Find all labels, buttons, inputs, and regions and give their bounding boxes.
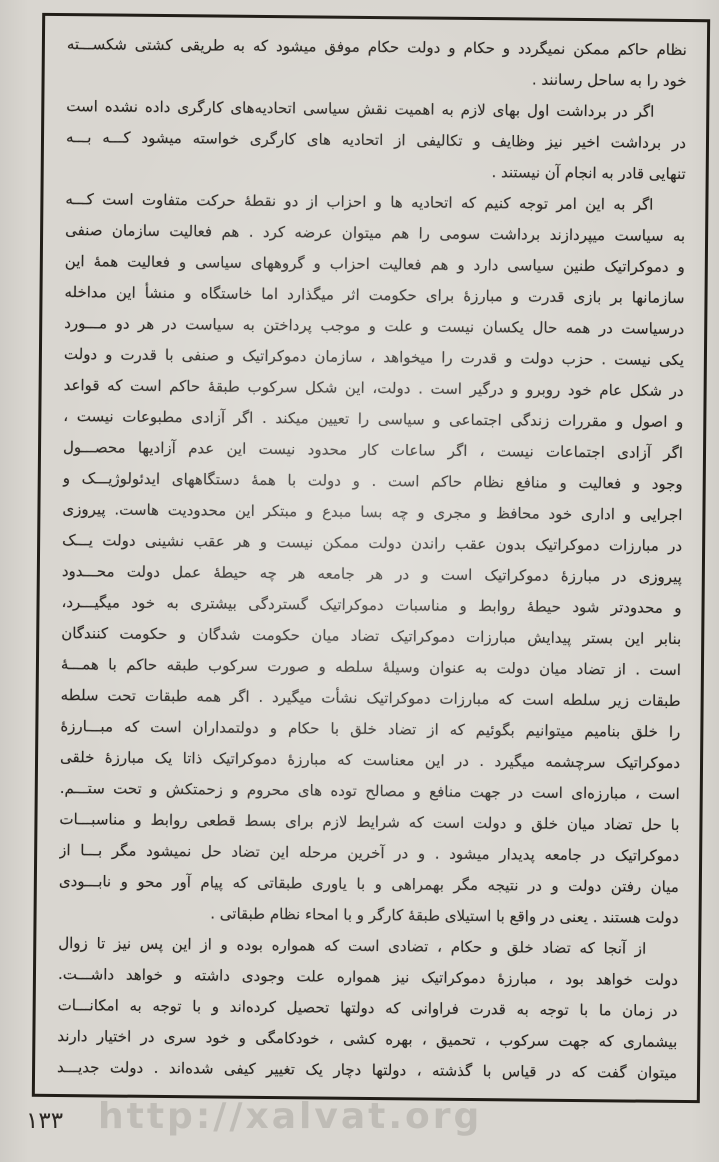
text-line: دولت خواهد بود ، مبارزهٔ دموکراتیک نیز همواره علت وجودی داشته و خواهد داشـــت. (57, 965, 679, 989)
text-line: خود را به ساحل رسانند . (531, 70, 687, 91)
text-line: اگر به این امر توجه کنیم که اتحادیه ها و احزاب از دو نقطهٔ حرکت متفاوت است کـــه (65, 190, 654, 214)
text-line: در برداشت اخیر نیز وظایف و تکالیفی از اتحادیه های کارگری خواسته میشود کـــه بـــه (65, 128, 687, 153)
text-line: بیشماری که جهت سرکوب ، تحمیق ، بهره کشی ، خودکامگی و خود سری در اختیار دارند (57, 1027, 678, 1051)
text-line: و اصول و مقررات زندگی اجتماعی و سیاسی را تعیین میکند . اگر آزادی مطبوعات نیست ، (63, 407, 684, 431)
text-line: را خلق بنامیم میتوانیم بگوئیم که از تضاد خلق با حکام و دولتمداران است که مبـــارزهٔ (60, 717, 681, 741)
text-line: دموکراتیک در جامعه پدیدار میشود . و در آخرین مرحله این تضاد حل نمیشود مگر بـــا از (59, 841, 680, 865)
text-line: یکی نیست . حزب دولت و قدرت را میخواهد ، سازمان دموکراتیک و صنفی با قدرت و دولت (63, 345, 685, 369)
text-line: از آنجا که تضاد خلق و حکام ، تضادی است که همواره بوده و از این پس نیز تا زوال (58, 934, 647, 958)
text-line: در مبارزات دموکراتیک بدون عقب راندن دولت ممکن نیست و هر عقب نشینی دولت یـــک (62, 531, 683, 555)
text-line: به سیاست میپردازند برداشت سومی را هم میتوان عرضه کرد . هم فعالیت سازمان صنفی (65, 221, 686, 245)
text-line: طبقات زیر سلطه است که مبارزات دموکراتیک نشأت میگیرد . اگر همه طبقات تحت سلطه (60, 686, 681, 710)
text-line: اگر در برداشت اول بهای لازم به اهمیت نقش سیاسی اتحادیه‌های کارگری داده نشده است (66, 97, 655, 121)
text-line: میتوان گفت که در قیاس با گذشته ، دولتها دچار یک تغییر کیفی شده‌اند . دولت جدیـــد (57, 1058, 678, 1082)
text-line: است ، مبارزه‌ای است در جهت منافع و مصالح توده های محروم و زحمتکش و تحت ستـــم. (59, 779, 680, 803)
text-line: و محدودتر شود حیطهٔ روابط و مناسبات دموکراتیک گستردگی بیشتری به خود میگیـــرد، (61, 593, 682, 617)
text-line: اجرایی و اداری خود محافظ و مجری و چه بسا مبدع و مبتکر این محدودیت هاست. پیروزی (62, 500, 683, 524)
text-line: پیروزی در مبارزهٔ دموکراتیک است و در هر جامعه هر چه حیطهٔ عمل دولت محـــدود (61, 562, 682, 586)
text-line: وجود و فعالیت و منافع نظام حاکم است . و دولت با همهٔ دستگاههای ایدئولوژیـــک و (62, 469, 683, 493)
text-line: بنابر این بستر پیدایش مبارزات دموکراتیک تضاد میان حکومت شدگان و حکومت کنندگان (61, 624, 682, 648)
page-number: ۱۳۳ (26, 1108, 64, 1134)
text-line: سازمانها بر بازی قدرت و مبارزهٔ برای حکومت اثر میگذارد اما خاستگاه و منشأ این مداخله (64, 283, 685, 307)
text-line: اگر آزادی اجتماعات نیست ، اگر ساعات کار محدود نیست این عدم آزادیها محصـــول (62, 438, 684, 462)
text-line: دموکراتیک سرچشمه میگیرد . در این معناست که مبارزهٔ دموکراتیک ذاتا یک مبارزهٔ خلقی (59, 748, 681, 772)
text-line: تنهایی قادر به انجام آن نیستند . (491, 163, 686, 184)
text-line: میان رفتن دولت و در نتیجه مگر بهمراهی و با یاوری طبقاتی که پیام آور محو و نابـــودی (58, 872, 679, 896)
text-line: و دموکراتیک طنین سیاسی دارد و هم فعالیت احزاب و گروههای سیاسی و فعالیت همهٔ این (64, 252, 685, 276)
text-line: در شکل عام خود روبرو و درگیر است . دولت، این شکل سرکوب طبقهٔ حاکم است که قواعد (63, 376, 684, 400)
text-line: درسیاست در همه حال یکسان نیست و علت و موجب پرداختن به سیاست در هر دو مـــورد (64, 314, 685, 338)
text-line: است . از تضاد میان دولت به عنوان وسیلهٔ سلطه و صورت سرکوب طبقه حاکم با همـــهٔ (60, 655, 682, 679)
text-line: نظام حاکم ممکن نمیگردد و حکام و دولت حکام موفق میشود که به طریقی کشتی شکســـته (66, 35, 687, 60)
text-line: با حل تضاد میان خلق و دولت است که شرایط لازم برای بسط قطعی روابط و مناسبـــات (59, 810, 680, 834)
text-line: دولت هستند . یعنی در واقع با استیلای طبقهٔ کارگر و با امحاء نظام طبقاتی . (210, 904, 679, 927)
text-line: در زمان ما با توجه به قدرت فراوانی که دولتها تحصیل کرده‌اند و با توجه به امکانـــات (57, 996, 678, 1020)
page-text (57, 29, 687, 1092)
page-border-frame (32, 13, 710, 1103)
watermark-url: http://xalvat.org (98, 1096, 483, 1137)
